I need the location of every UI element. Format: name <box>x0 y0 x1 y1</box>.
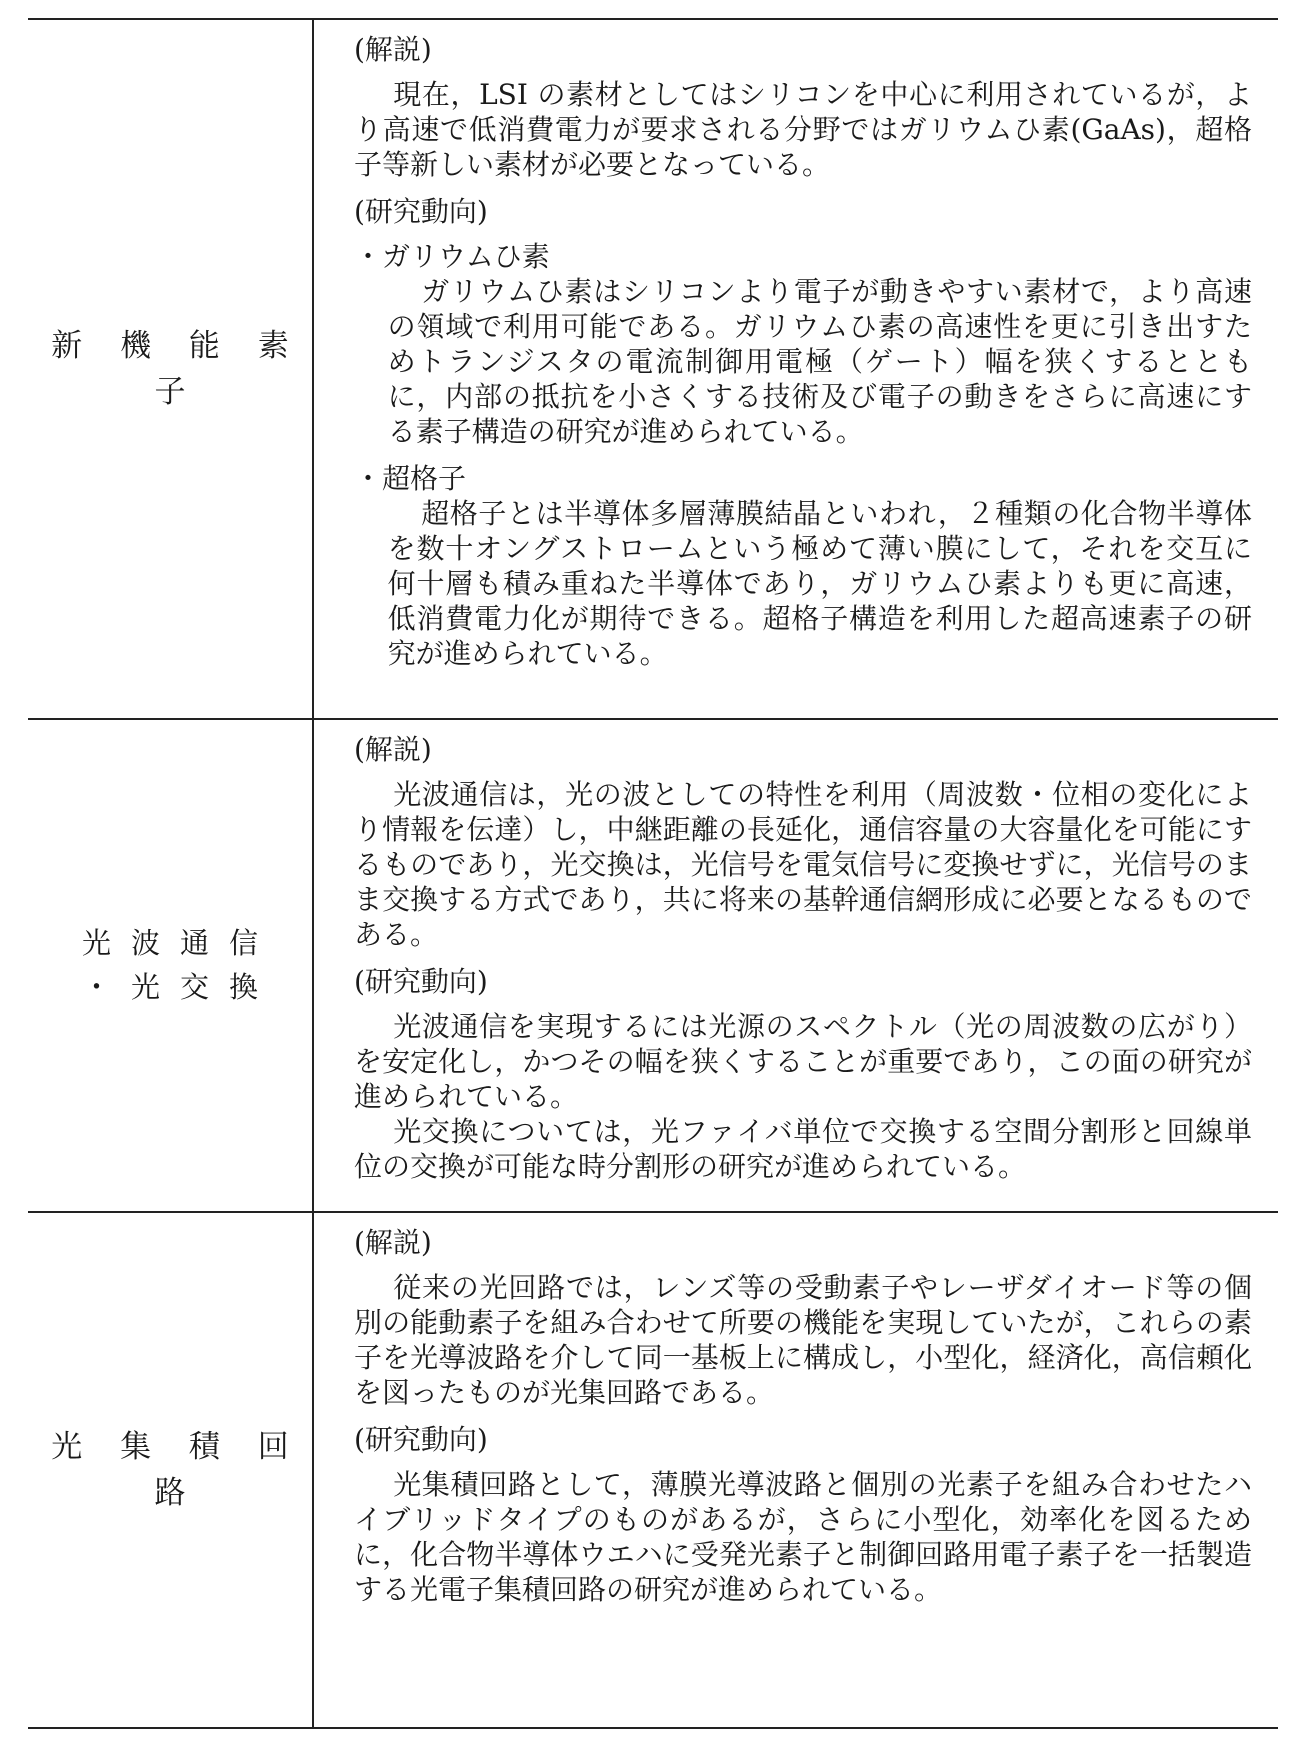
bullet-title-superlattice: ・超格子 <box>354 462 467 495</box>
research-heading: (研究動向) <box>354 965 488 998</box>
table-row <box>28 20 1278 720</box>
row-label-line-1: 光波通信 <box>81 926 278 960</box>
research-heading: (研究動向) <box>354 1423 488 1456</box>
table-row <box>28 1213 1278 1729</box>
row-label-new-function-device: 新 機 能 素 子 <box>28 20 314 718</box>
row-label-line-2: ・光交換 <box>81 969 278 1004</box>
row-label-optical-communication <box>28 720 314 1211</box>
row-content <box>314 20 1278 718</box>
document-page <box>28 18 1278 1729</box>
bullet-title-gaas: ・ガリウムひ素 <box>354 240 550 273</box>
explanation-text: 現在，LSI の素材としてはシリコンを中心に利用されているが，より高速で低消費電力が要求される分野ではガリウムひ素(GaAs)，超格子等新しい素材が必要となっている。 <box>354 78 1252 181</box>
research-text-2: 光交換については，光ファイバ単位で交換する空間分割形と回線単位の交換が可能な時分割形の研究が進められている。 <box>354 1115 1252 1183</box>
research-text-1: 光集積回路として，薄膜光導波路と個別の光素子を組み合わせたハイブリッドタイプのものがあるが，さらに小型化，効率化を図るために，化合物半導体ウエハに受発光素子と制御回路用電子素子を一括製造する光電子集積回路の研究が進められている。 <box>354 1468 1252 1606</box>
bullet-body-gaas: ガリウムひ素はシリコンより電子が動きやすい素材で，より高速の領域で利用可能である。ガリウムひ素の高速性を更に引き出すためトランジスタの電流制御用電極（ゲート）幅を狭くするとともに，内部の抵抗を小さくする技術及び電子の動きをさらに高速にする素子構造の研究が進められている。 <box>387 275 1252 448</box>
row-label-optical-integrated-circuit: 光 集 積 回 路 <box>28 1213 314 1727</box>
bullet-body-superlattice: 超格子とは半導体多層薄膜結晶といわれ，２種類の化合物半導体を数十オングストロームという極めて薄い膜にして，それを交互に何十層も積み重ねた半導体であり，ガリウムひ素よりも更に高速，低消費電力化が期待できる。超格子構造を利用した超高速素子の研究が進められている。 <box>387 497 1252 670</box>
explanation-heading: (解説) <box>354 733 432 766</box>
explanation-text: 従来の光回路では，レンズ等の受動素子やレーザダイオード等の個別の能動素子を組み合わせて所要の機能を実現していたが，これらの素子を光導波路を介して同一基板上に構成し，小型化，経済化，高信頼化を図ったものが光集回路である。 <box>354 1271 1252 1409</box>
row-content <box>314 1213 1278 1727</box>
research-text-1: 光波通信を実現するには光源のスペクトル（光の周波数の広がり）を安定化し，かつその幅を狭くすることが重要であり，この面の研究が進められている。 <box>354 1010 1252 1113</box>
table-row <box>28 720 1278 1213</box>
explanation-text: 光波通信は，光の波としての特性を利用（周波数・位相の変化により情報を伝達）し，中継距離の長延化，通信容量の大容量化を可能にするものであり，光交換は，光信号を電気信号に変換せずに，光信号のまま交換する方式であり，共に将来の基幹通信網形成に必要となるものである。 <box>354 778 1252 951</box>
row-content <box>314 720 1278 1211</box>
explanation-heading: (解説) <box>354 1226 432 1259</box>
research-heading: (研究動向) <box>354 195 488 228</box>
explanation-heading: (解説) <box>354 33 432 66</box>
